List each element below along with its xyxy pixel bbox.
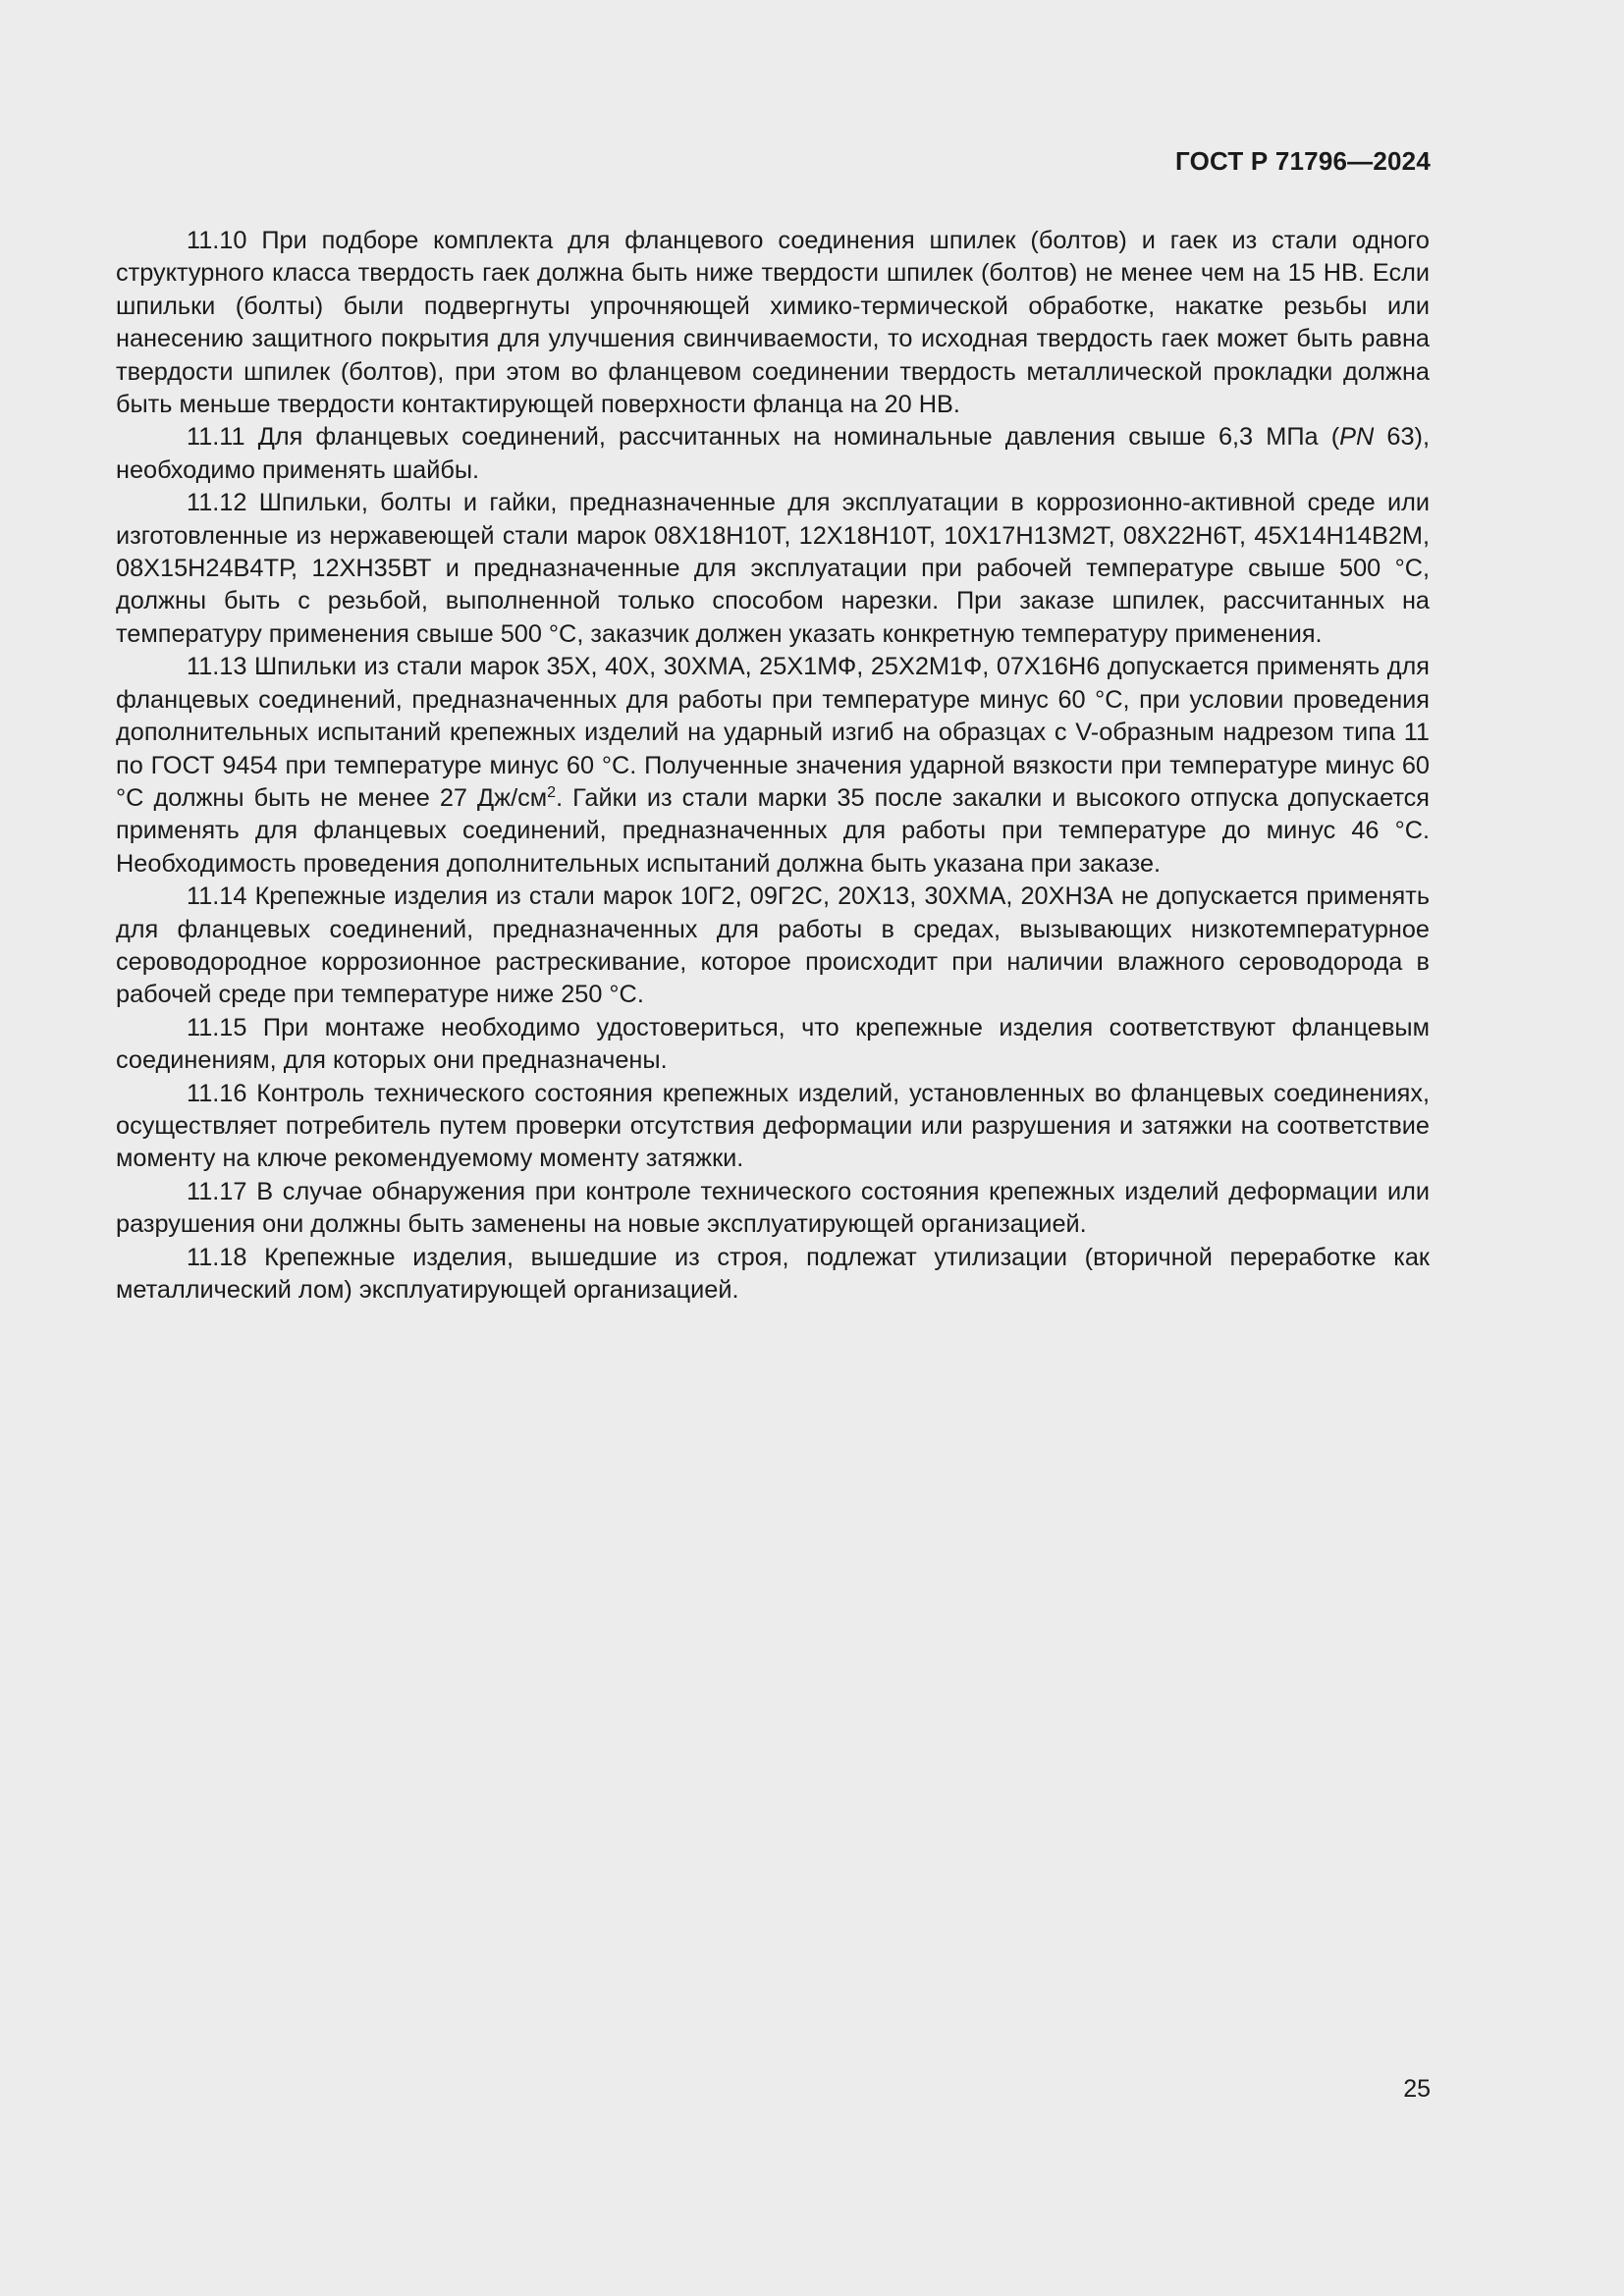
paragraph-text: При монтаже необходимо удостовериться, что крепежные изделия соответствуют фланцевым соединениям, для которых они предназначены.: [116, 1013, 1430, 1075]
paragraph-11-17: [116, 1176, 1430, 1242]
document-body: [116, 225, 1430, 1307]
paragraph-number: 11.15: [187, 1013, 247, 1041]
paragraph-text-continued: . Гайки из стали марки 35 после закалки и высокого отпуска допускается применять для фланцевых соединений, предназначенных для работы при температуре до минус 46 °С. Необходимость проведения дополнительных испытаний должна быть указана при заказе.: [116, 783, 1430, 878]
paragraph-11-13: [116, 651, 1430, 881]
paragraph-italic-term: PN: [1339, 423, 1375, 452]
paragraph-text: В случае обнаружения при контроле технического состояния крепежных изделий деформации или разрушения они должны быть заменены на новые эксплуатирующей организацией.: [116, 1177, 1431, 1239]
paragraph-11-11: [116, 421, 1430, 487]
superscript: 2: [547, 783, 557, 801]
paragraph-text: Шпильки, болты и гайки, предназначенные для эксплуатации в коррозионно-активной среде или изготовленные из нержавеющей стали марок 08Х18Н10Т, 12Х18Н10Т, 10Х17Н13М2Т, 08Х22Н6Т, 45Х14Н14В2М, 08Х15Н24В4ТР, 12ХН35ВТ и предназначенные для эксплуатации при рабочей температуре свыше 500 °С, должны быть с резьбой, выполненной только способом нарезки. При заказе шпилек, рассчитанных на температуру применения свыше 500 °С, заказчик должен указать конкретную температуру применения.: [116, 489, 1430, 648]
page-number: 25: [1403, 2075, 1431, 2103]
paragraph-number: 11.10: [187, 227, 247, 254]
paragraph-text: Для фланцевых соединений, рассчитанных на номинальные давления свыше 6,3 МПа (: [257, 423, 1340, 452]
paragraph-text: Крепежные изделия, вышедшие из строя, подлежат утилизации (вторичной переработке как металлический лом) эксплуатирующей организацией.: [116, 1243, 1430, 1304]
paragraph-text-continued: 63), необходимо применять шайбы.: [116, 423, 1430, 484]
document-header-standard-id: ГОСТ Р 71796—2024: [1175, 146, 1431, 176]
paragraph-text: Шпильки из стали марок 35Х, 40Х, 30ХМА, 25Х1МФ, 25Х2М1Ф, 07Х16Н6 допускается применять для фланцевых соединений, предназначенных для работы при температуре минус 60 °С, при условии проведения дополнительных испытаний крепежных изделий на ударный изгиб на образцах с V-образным надрезом типа 11 по ГОСТ 9454 при температуре минус 60 °С. Полученные значения ударной вязкости при температуре минус 60 °С должны быть не менее 27 Дж/см: [116, 653, 1431, 812]
paragraph-number: 11.12: [187, 489, 247, 517]
paragraph-text: Крепежные изделия из стали марок 10Г2, 09Г2С, 20Х13, 30ХМА, 20ХН3А не допускается применять для фланцевых соединений, предназначенных для работы в средах, вызывающих низкотемпературное сероводородное коррозионное растрескивание, которое происходит при наличии влажного сероводорода в рабочей среде при температуре ниже 250 °С.: [116, 882, 1431, 1009]
paragraph-number: 11.13: [187, 653, 247, 681]
paragraph-number: 11.14: [187, 882, 247, 911]
paragraph-number: 11.11: [187, 423, 245, 452]
paragraph-11-18: [116, 1242, 1430, 1308]
paragraph-11-12: [116, 487, 1430, 651]
paragraph-11-14: [116, 881, 1430, 1012]
paragraph-number: 11.17: [187, 1177, 247, 1205]
paragraph-11-10: [116, 225, 1430, 421]
paragraph-text: Контроль технического состояния крепежных изделий, установленных во фланцевых соединениях, осуществляет потребитель путем проверки отсутствия деформации или разрушения и затяжки на соответствие моменту на ключе рекомендуемому моменту затяжки.: [116, 1079, 1430, 1173]
paragraph-11-15: [116, 1012, 1430, 1078]
paragraph-11-16: [116, 1078, 1430, 1176]
paragraph-text: При подборе комплекта для фланцевого соединения шпилек (болтов) и гаек из стали одного структурного класса твердость гаек должна быть ниже твердости шпилек (болтов) не менее чем на 15 НВ. Если шпильки (болты) были подвергнуты упрочняющей химико-термической обработке, накатке резьбы или нанесению защитного покрытия для улучшения свинчиваемости, то исходная твердость гаек может быть равна твердости шпилек (болтов), при этом во фланцевом соединении твердость металлической прокладки должна быть меньше твердости контактирующей поверхности фланца на 20 НВ.: [116, 227, 1430, 419]
paragraph-number: 11.18: [187, 1243, 247, 1271]
paragraph-number: 11.16: [187, 1079, 247, 1107]
